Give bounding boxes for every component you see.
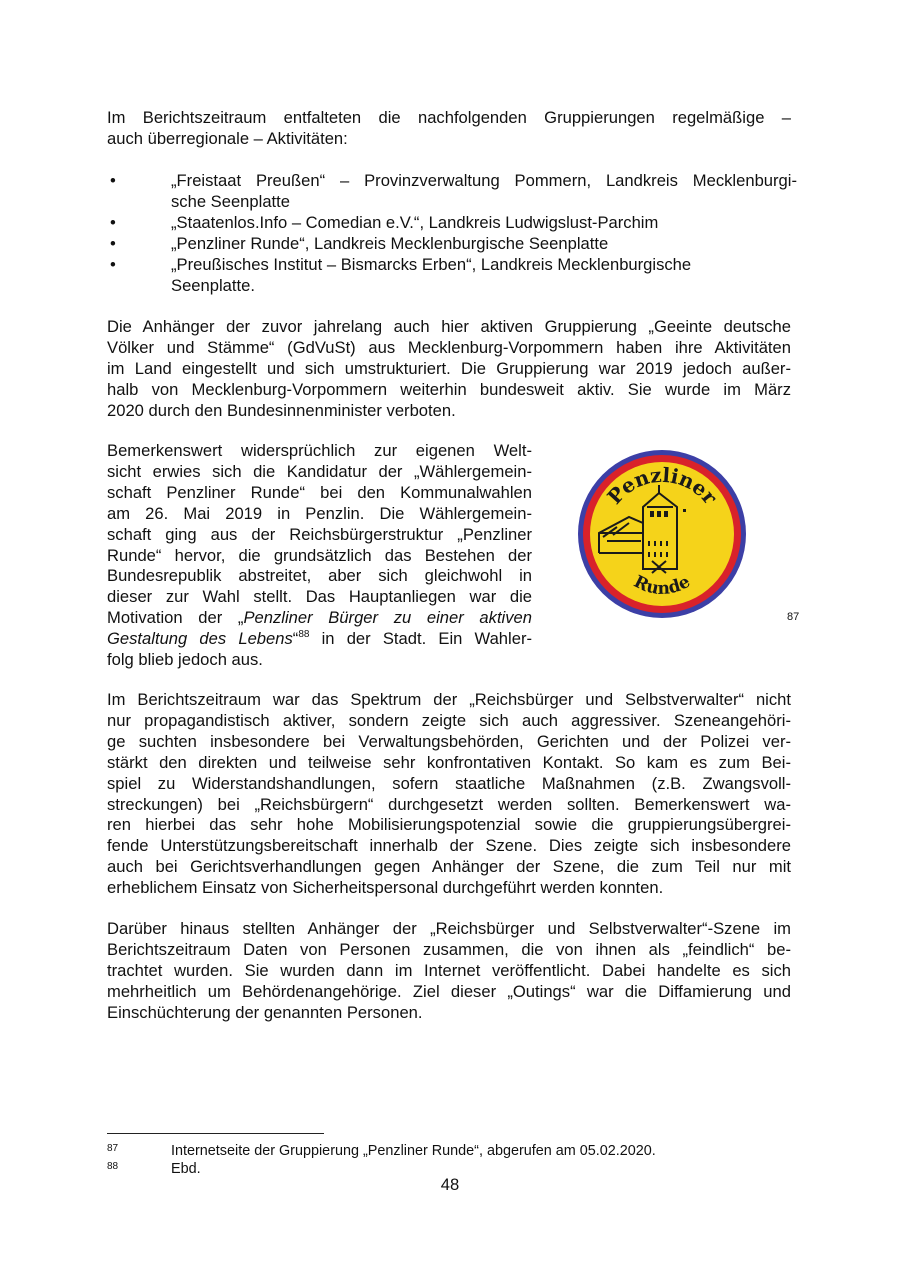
text-line: streckungen) bei „Reichsbürgern“ durchgesetzt werden sollten. Bemerkenswert wa-: [107, 794, 791, 814]
bullet-icon: •: [110, 233, 116, 253]
group-list: [107, 171, 797, 296]
logo-title-top: Penzliner: [602, 462, 723, 509]
paragraph-penzliner-runde: [107, 441, 532, 671]
text-line: auch bei Gerichtsverhandlungen gegen Anhänger der Szene, die zum Teil nur mit: [107, 857, 791, 877]
paragraph-aggression: [107, 690, 791, 899]
quote-italic: Penzliner Bürger zu einer aktiven: [243, 608, 532, 628]
text-line: Im Berichtszeitraum entfalteten die nachfolgenden Gruppierungen regelmäßige –: [107, 108, 791, 127]
text-line: „Preußisches Institut – Bismarcks Erben“, Landkreis Mecklenburgische: [171, 254, 692, 274]
text-fragment: “: [292, 629, 299, 649]
text-line: Runde“ hervor, die grundsätzlich das Bestehen der: [107, 545, 532, 565]
list-item: [107, 213, 797, 234]
text-fragment: in der Stadt. Ein Wahler-: [309, 629, 533, 649]
footnote-ref[interactable]: 88: [298, 629, 310, 641]
text-line: Seenplatte.: [171, 275, 255, 295]
text-line: „Freistaat Preußen“ – Provinzverwaltung Pommern, Landkreis Mecklenburgi-: [171, 171, 797, 190]
text-line: trachtet wurden. Sie wurden dann im Internet veröffentlicht. Dabei handelte es sich: [107, 960, 791, 980]
text-line: ren hierbei das sehr hohe Mobilisierungspotenzial sowie die gruppierungsübergrei-: [107, 815, 791, 835]
text-line: folg blieb jedoch aus.: [107, 650, 263, 670]
footnote-number: 88: [107, 1161, 119, 1172]
text-line: Einschüchterung der genannten Personen.: [107, 1002, 423, 1022]
list-item: [107, 234, 797, 255]
text-line: mehrheitlich um Behördenangehörige. Ziel dieser „Outings“ war die Diffamierung und: [107, 981, 791, 1001]
list-item: [107, 171, 797, 213]
logo-footnote-ref[interactable]: 87: [787, 611, 800, 623]
footnote-text: Internetseite der Gruppierung „Penzliner Runde“, abgerufen am 05.02.2020.: [171, 1143, 656, 1159]
penzliner-runde-logo: [577, 449, 747, 619]
quote-italic: Gestaltung des Lebens: [107, 629, 293, 649]
text-line: schaft ging aus der Reichsbürgerstruktur „Penzliner: [107, 524, 532, 544]
text-line: Bundesrepublik abstreitet, aber sich gleichwohl in: [107, 566, 532, 586]
list-item: [107, 255, 797, 297]
text-line: sche Seenplatte: [171, 191, 291, 211]
text-line: halb von Mecklenburg-Vorpommern weiterhin bundesweit aktiv. Sie wurde im März: [107, 379, 791, 399]
text-line: im Land eingestellt und sich umstrukturiert. Die Gruppierung war 2019 jedoch außer-: [107, 358, 791, 378]
text-line: [107, 629, 532, 650]
text-line: ge suchten insbesondere bei Verwaltungsbehörden, Gerichten und der Polizei ver-: [107, 731, 791, 751]
text-line: am 26. Mai 2019 in Penzlin. Die Wählergemein-: [107, 503, 532, 523]
footnote-number: 87: [107, 1143, 119, 1154]
footnote-text: Ebd.: [171, 1161, 201, 1177]
paragraph-gdvust: [107, 317, 791, 422]
text-line: Die Anhänger der zuvor jahrelang auch hier aktiven Gruppierung „Geeinte deutsche: [107, 317, 791, 336]
bullet-icon: •: [110, 254, 116, 274]
text-line: [107, 608, 532, 629]
bullet-icon: •: [110, 212, 116, 232]
text-line: 2020 durch den Bundesinnenminister verboten.: [107, 400, 456, 420]
text-line: erheblichem Einsatz von Sicherheitspersonal durchgeführt werden konnten.: [107, 878, 664, 898]
text-line: auch überregionale – Aktivitäten:: [107, 128, 348, 148]
logo-title-bottom: Runde: [630, 571, 694, 599]
paragraph-outings: [107, 919, 791, 1024]
text-line: „Staatenlos.Info – Comedian e.V.“, Landkreis Ludwigslust-Parchim: [171, 212, 659, 232]
text-line: Bemerkenswert widersprüchlich zur eigenen Welt-: [107, 441, 532, 460]
text-line: Im Berichtszeitraum war das Spektrum der „Reichsbürger und Selbstverwalter“ nicht: [107, 690, 791, 709]
text-line: sicht erwies sich die Kandidatur der „Wählergemein-: [107, 461, 532, 481]
text-line: fende Unterstützungsbereitschaft innerhalb der Szene. Dies zeigte sich insbesondere: [107, 836, 791, 856]
text-fragment: Motivation der „: [107, 608, 244, 628]
footnote-divider: [107, 1133, 324, 1134]
text-line: schaft Penzliner Runde“ bei den Kommunalwahlen: [107, 482, 532, 502]
text-line: dieser zur Wahl stellt. Das Hauptanliegen war die: [107, 587, 532, 607]
text-line: Darüber hinaus stellten Anhänger der „Reichsbürger und Selbstverwalter“-Szene im: [107, 919, 791, 938]
text-line: Berichtszeitraum Daten von Personen zusammen, die von ihnen als „feindlich“ be-: [107, 939, 791, 959]
text-line: spiel zu Widerstandshandlungen, sofern staatliche Maßnahmen (z.B. Zwangsvoll-: [107, 773, 791, 793]
text-line: nur propagandistisch aktiver, sondern zeigte sich auch aggressiver. Szeneangehöri-: [107, 710, 791, 730]
bullet-icon: •: [110, 171, 116, 190]
text-line: „Penzliner Runde“, Landkreis Mecklenburgische Seenplatte: [171, 233, 609, 253]
text-line: stärkt den direkten und teilweise sehr konfrontativen Kontakt. So kam es zum Bei-: [107, 752, 791, 772]
page-number: 48: [440, 1175, 460, 1194]
intro-paragraph: [107, 108, 791, 150]
text-line: Völker und Stämme“ (GdVuSt) aus Mecklenburg-Vorpommern haben ihre Aktivitäten: [107, 337, 791, 357]
